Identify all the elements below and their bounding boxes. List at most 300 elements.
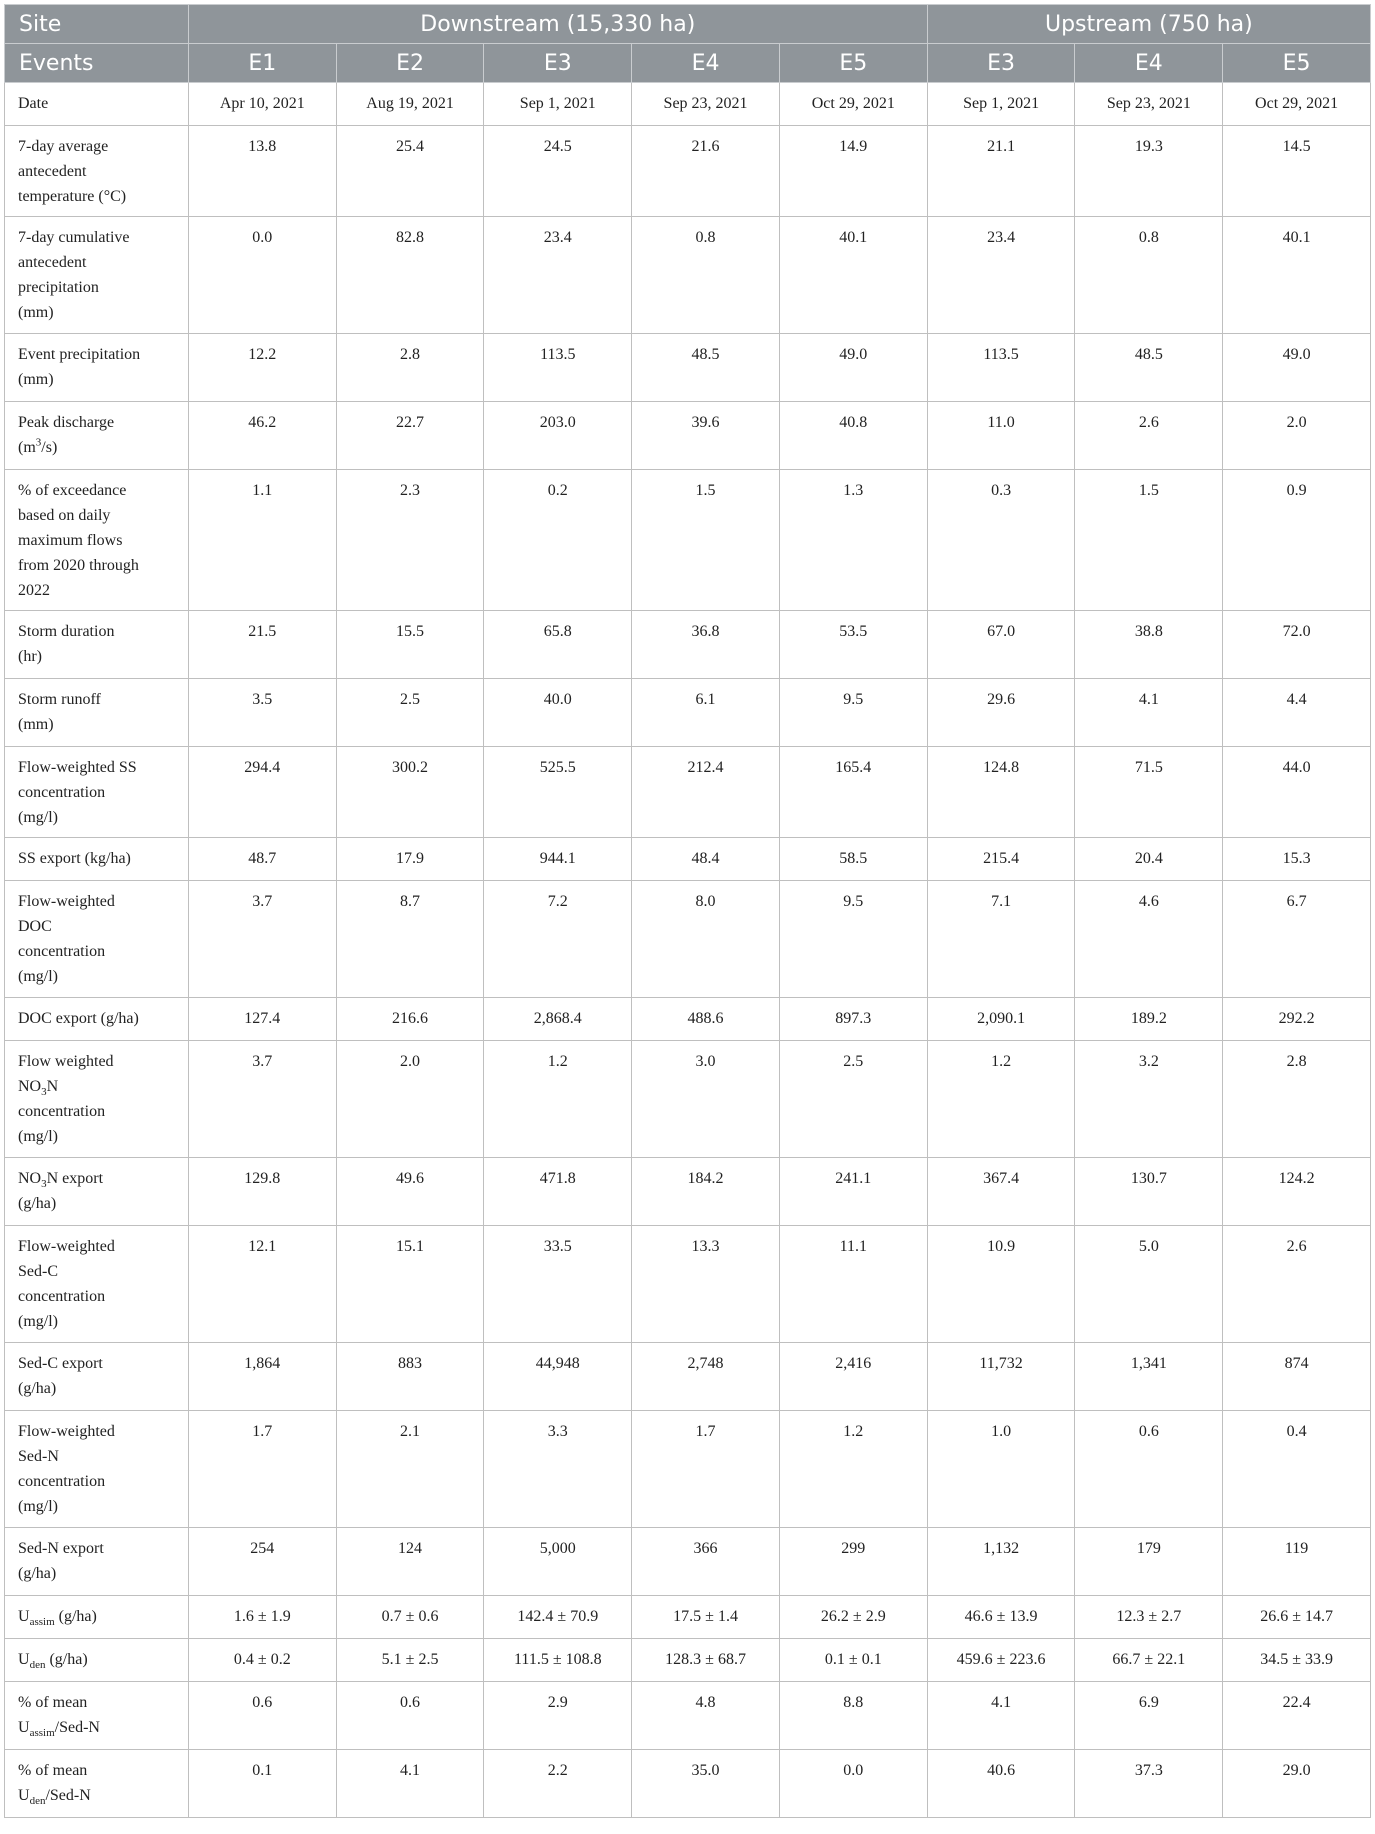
row-label: [5, 217, 189, 334]
row-label-text: Peak discharge: [18, 414, 115, 431]
table-cell: 4.4: [1223, 679, 1371, 747]
row-label-text: antecedent: [18, 163, 87, 180]
row-label: [5, 1041, 189, 1158]
table-cell: 897.3: [779, 998, 927, 1041]
table-cell: 3.0: [632, 1041, 780, 1158]
table-cell: 2.6: [1223, 1226, 1371, 1343]
table-cell: 4.1: [927, 1682, 1075, 1750]
table-cell: 0.6: [1075, 1411, 1223, 1528]
table-row: [5, 1226, 1371, 1343]
row-label: [5, 126, 189, 217]
table-cell: 0.9: [1223, 470, 1371, 611]
table-cell: 9.5: [779, 881, 927, 998]
table-cell: 184.2: [632, 1158, 780, 1226]
row-label-text: [18, 1783, 184, 1808]
table-cell: 46.6 ± 13.9: [927, 1596, 1075, 1639]
table-cell: 15.1: [336, 1226, 484, 1343]
table-row: [5, 1041, 1371, 1158]
row-label-text: % of mean: [18, 1694, 88, 1711]
table-row: [5, 217, 1371, 334]
table-cell: 46.2: [188, 402, 336, 470]
table-cell: 11.1: [779, 1226, 927, 1343]
table-cell: 26.6 ± 14.7: [1223, 1596, 1371, 1639]
table-cell: 124.8: [927, 747, 1075, 838]
table-cell: 299: [779, 1528, 927, 1596]
table-cell: Sep 23, 2021: [1075, 83, 1223, 126]
table-cell: 128.3 ± 68.7: [632, 1639, 780, 1682]
table-cell: 0.1: [188, 1750, 336, 1818]
label-part: NO: [18, 1078, 42, 1095]
table-cell: 40.8: [779, 402, 927, 470]
table-cell: 113.5: [484, 334, 632, 402]
table-cell: 2,748: [632, 1343, 780, 1411]
site-header-row: [5, 5, 1371, 44]
label-subscript: assim: [29, 1727, 55, 1740]
table-cell: 142.4 ± 70.9: [484, 1596, 632, 1639]
table-cell: 49.0: [1223, 334, 1371, 402]
table-cell: 2.5: [779, 1041, 927, 1158]
row-label-text: Flow-weighted SS: [18, 759, 137, 776]
table-cell: 7.2: [484, 881, 632, 998]
row-label-text: DOC export (g/ha): [18, 1010, 139, 1027]
table-cell: 1,864: [188, 1343, 336, 1411]
table-cell: 2,868.4: [484, 998, 632, 1041]
table-cell: 48.5: [632, 334, 780, 402]
row-label-text: Event precipitation: [18, 346, 141, 363]
table-cell: 165.4: [779, 747, 927, 838]
table-cell: 49.0: [779, 334, 927, 402]
row-label-text: concentration: [18, 1473, 106, 1490]
table-cell: 82.8: [336, 217, 484, 334]
table-cell: 254: [188, 1528, 336, 1596]
label-subscript: assim: [29, 1616, 55, 1629]
table-cell: 13.8: [188, 126, 336, 217]
label-part: (m: [18, 439, 36, 456]
table-cell: 119: [1223, 1528, 1371, 1596]
row-label-text: (hr): [18, 648, 42, 665]
table-cell: 72.0: [1223, 611, 1371, 679]
table-cell: 1.2: [927, 1041, 1075, 1158]
table-row: [5, 334, 1371, 402]
table-cell: 12.1: [188, 1226, 336, 1343]
row-label: [5, 1639, 189, 1682]
row-label: [5, 83, 189, 126]
table-cell: 33.5: [484, 1226, 632, 1343]
table-row: [5, 1639, 1371, 1682]
table-cell: 5.0: [1075, 1226, 1223, 1343]
downstream-header: Downstream (15,330 ha): [188, 5, 927, 44]
table-cell: Oct 29, 2021: [779, 83, 927, 126]
row-label-text: [18, 1604, 184, 1629]
event-code: E3: [927, 44, 1075, 83]
table-cell: 15.3: [1223, 838, 1371, 881]
table-cell: 294.4: [188, 747, 336, 838]
label-part: /s): [41, 439, 58, 456]
table-cell: 2.8: [336, 334, 484, 402]
row-label: [5, 470, 189, 611]
row-label-text: [18, 1715, 184, 1740]
table-cell: 37.3: [1075, 1750, 1223, 1818]
table-cell: 8.7: [336, 881, 484, 998]
table-cell: 203.0: [484, 402, 632, 470]
table-row: [5, 1750, 1371, 1818]
row-label-text: precipitation: [18, 279, 99, 296]
label-part: (g/ha): [45, 1651, 88, 1668]
event-code: E3: [484, 44, 632, 83]
table-cell: 0.0: [188, 217, 336, 334]
table-cell: 12.2: [188, 334, 336, 402]
table-cell: 525.5: [484, 747, 632, 838]
row-label-text: (g/ha): [18, 1565, 57, 1582]
row-label-text: (g/ha): [18, 1380, 57, 1397]
row-label-text: Flow-weighted: [18, 893, 115, 910]
table-cell: 1.7: [188, 1411, 336, 1528]
row-label: [5, 1750, 189, 1818]
row-label: [5, 334, 189, 402]
table-cell: 71.5: [1075, 747, 1223, 838]
table-cell: 1.2: [484, 1041, 632, 1158]
table-cell: 1.7: [632, 1411, 780, 1528]
table-cell: Sep 1, 2021: [927, 83, 1075, 126]
table-cell: 0.0: [779, 1750, 927, 1818]
row-label-text: [18, 1074, 184, 1099]
table-row: [5, 881, 1371, 998]
label-subscript: den: [29, 1795, 46, 1808]
row-label-text: (mg/l): [18, 809, 58, 826]
table-cell: 2.0: [1223, 402, 1371, 470]
table-cell: 5,000: [484, 1528, 632, 1596]
row-label: [5, 1528, 189, 1596]
table-cell: 67.0: [927, 611, 1075, 679]
row-label-text: based on daily: [18, 507, 111, 524]
table-cell: 2.9: [484, 1682, 632, 1750]
label-part: U: [18, 1719, 30, 1736]
table-row: [5, 1682, 1371, 1750]
table-cell: 0.1 ± 0.1: [779, 1639, 927, 1682]
row-label: [5, 747, 189, 838]
table-cell: 24.5: [484, 126, 632, 217]
row-label-text: Sed-C export: [18, 1355, 103, 1372]
table-cell: 4.1: [336, 1750, 484, 1818]
table-cell: 366: [632, 1528, 780, 1596]
row-label-text: Storm runoff: [18, 691, 101, 708]
table-cell: 212.4: [632, 747, 780, 838]
row-label-text: SS export (kg/ha): [18, 850, 131, 867]
table-cell: 1,132: [927, 1528, 1075, 1596]
table-cell: 19.3: [1075, 126, 1223, 217]
table-cell: 49.6: [336, 1158, 484, 1226]
table-cell: 4.1: [1075, 679, 1223, 747]
table-cell: 2.2: [484, 1750, 632, 1818]
row-label-text: (mg/l): [18, 1313, 58, 1330]
row-label: [5, 1411, 189, 1528]
table-cell: 129.8: [188, 1158, 336, 1226]
row-label-text: concentration: [18, 1103, 106, 1120]
table-row: [5, 1343, 1371, 1411]
row-label: [5, 402, 189, 470]
table-cell: 300.2: [336, 747, 484, 838]
event-code: E2: [336, 44, 484, 83]
table-cell: 5.1 ± 2.5: [336, 1639, 484, 1682]
table-cell: 20.4: [1075, 838, 1223, 881]
row-label-text: [18, 1166, 184, 1191]
table-cell: 8.8: [779, 1682, 927, 1750]
row-label-text: from 2020 through: [18, 557, 139, 574]
table-cell: 367.4: [927, 1158, 1075, 1226]
table-row: [5, 747, 1371, 838]
table-cell: 1.2: [779, 1411, 927, 1528]
table-cell: 6.1: [632, 679, 780, 747]
table-cell: 21.5: [188, 611, 336, 679]
table-cell: 883: [336, 1343, 484, 1411]
row-label-text: concentration: [18, 943, 106, 960]
table-cell: 459.6 ± 223.6: [927, 1639, 1075, 1682]
table-row: [5, 838, 1371, 881]
table-cell: 2.3: [336, 470, 484, 611]
table-cell: 179: [1075, 1528, 1223, 1596]
table-cell: 3.2: [1075, 1041, 1223, 1158]
table-cell: 48.4: [632, 838, 780, 881]
table-cell: 2.0: [336, 1041, 484, 1158]
table-cell: 23.4: [927, 217, 1075, 334]
table-cell: 39.6: [632, 402, 780, 470]
table-cell: Aug 19, 2021: [336, 83, 484, 126]
table-cell: 34.5 ± 33.9: [1223, 1639, 1371, 1682]
table-cell: 6.9: [1075, 1682, 1223, 1750]
table-cell: 124.2: [1223, 1158, 1371, 1226]
table-cell: Sep 1, 2021: [484, 83, 632, 126]
table-cell: 22.4: [1223, 1682, 1371, 1750]
event-code: E5: [1223, 44, 1371, 83]
table-cell: 0.8: [1075, 217, 1223, 334]
row-label-text: (mm): [18, 371, 54, 388]
table-cell: 2.1: [336, 1411, 484, 1528]
event-code: E4: [1075, 44, 1223, 83]
table-cell: 17.5 ± 1.4: [632, 1596, 780, 1639]
table-cell: 1.1: [188, 470, 336, 611]
table-cell: 40.0: [484, 679, 632, 747]
table-cell: 3.3: [484, 1411, 632, 1528]
table-cell: 189.2: [1075, 998, 1223, 1041]
row-label-text: concentration: [18, 1288, 106, 1305]
table-cell: 2.6: [1075, 402, 1223, 470]
label-part: /Sed-N: [45, 1787, 91, 1804]
table-cell: 3.5: [188, 679, 336, 747]
table-cell: Oct 29, 2021: [1223, 83, 1371, 126]
table-cell: 38.8: [1075, 611, 1223, 679]
table-cell: 215.4: [927, 838, 1075, 881]
row-label-text: (g/ha): [18, 1195, 57, 1212]
table-cell: 0.8: [632, 217, 780, 334]
table-cell: 0.6: [188, 1682, 336, 1750]
table-cell: 40.6: [927, 1750, 1075, 1818]
table-cell: 4.8: [632, 1682, 780, 1750]
table-row: [5, 470, 1371, 611]
row-label: [5, 1343, 189, 1411]
row-label-text: Flow-weighted: [18, 1423, 115, 1440]
table-cell: 36.8: [632, 611, 780, 679]
table-cell: 10.9: [927, 1226, 1075, 1343]
row-label-text: 7-day cumulative: [18, 229, 130, 246]
table-cell: 127.4: [188, 998, 336, 1041]
row-label: [5, 679, 189, 747]
event-code: E1: [188, 44, 336, 83]
row-label-text: [18, 1647, 184, 1672]
table-cell: 1.6 ± 1.9: [188, 1596, 336, 1639]
table-cell: 21.1: [927, 126, 1075, 217]
storm-events-table: [4, 4, 1371, 1818]
row-label-text: maximum flows: [18, 532, 123, 549]
row-label: [5, 1596, 189, 1639]
table-cell: 3.7: [188, 1041, 336, 1158]
row-label-text: 7-day average: [18, 138, 109, 155]
row-label-text: concentration: [18, 784, 106, 801]
table-row: [5, 126, 1371, 217]
table-cell: 2.5: [336, 679, 484, 747]
row-label-text: [18, 435, 184, 460]
row-label-text: Sed-N: [18, 1448, 59, 1465]
table-row: [5, 1528, 1371, 1596]
table-cell: 65.8: [484, 611, 632, 679]
row-label-text: (mg/l): [18, 1128, 58, 1145]
label-part: U: [18, 1651, 30, 1668]
table-cell: 8.0: [632, 881, 780, 998]
table-cell: 2.8: [1223, 1041, 1371, 1158]
label-superscript: 3: [35, 436, 42, 449]
label-part: U: [18, 1608, 30, 1625]
table-cell: Apr 10, 2021: [188, 83, 336, 126]
event-code: E4: [632, 44, 780, 83]
row-label-text: 2022: [18, 582, 50, 599]
label-subscript: 3: [41, 1178, 47, 1191]
table-cell: 9.5: [779, 679, 927, 747]
row-label-text: Date: [18, 95, 49, 112]
row-label-text: (mm): [18, 716, 54, 733]
table-cell: 0.2: [484, 470, 632, 611]
label-subscript: den: [29, 1659, 46, 1672]
table-cell: 29.0: [1223, 1750, 1371, 1818]
table-cell: 2,416: [779, 1343, 927, 1411]
table-cell: 48.7: [188, 838, 336, 881]
table-cell: 21.6: [632, 126, 780, 217]
table-cell: 14.5: [1223, 126, 1371, 217]
label-part: NO: [18, 1170, 42, 1187]
events-header-row: [5, 44, 1371, 83]
table-cell: 23.4: [484, 217, 632, 334]
table-cell: 11,732: [927, 1343, 1075, 1411]
table-cell: 1.5: [632, 470, 780, 611]
row-label-text: Sed-N export: [18, 1540, 104, 1557]
table-row: [5, 1411, 1371, 1528]
table-cell: 48.5: [1075, 334, 1223, 402]
table-cell: 2,090.1: [927, 998, 1075, 1041]
table-cell: 26.2 ± 2.9: [779, 1596, 927, 1639]
upstream-header: Upstream (750 ha): [927, 5, 1370, 44]
table-cell: 25.4: [336, 126, 484, 217]
label-part: (g/ha): [54, 1608, 97, 1625]
table-cell: 0.3: [927, 470, 1075, 611]
site-header: Site: [5, 5, 189, 44]
label-part: N: [46, 1078, 59, 1095]
row-label: [5, 998, 189, 1041]
table-cell: 66.7 ± 22.1: [1075, 1639, 1223, 1682]
table-cell: 17.9: [336, 838, 484, 881]
table-cell: 35.0: [632, 1750, 780, 1818]
table-cell: 874: [1223, 1343, 1371, 1411]
table-cell: 40.1: [779, 217, 927, 334]
table-row: [5, 402, 1371, 470]
table-cell: 1.5: [1075, 470, 1223, 611]
row-label-text: Storm duration: [18, 623, 115, 640]
table-cell: 124: [336, 1528, 484, 1596]
table-cell: 488.6: [632, 998, 780, 1041]
table-row: [5, 1596, 1371, 1639]
table-cell: 15.5: [336, 611, 484, 679]
table-cell: Sep 23, 2021: [632, 83, 780, 126]
row-label-text: antecedent: [18, 254, 87, 271]
table-row: [5, 998, 1371, 1041]
table-cell: 1.3: [779, 470, 927, 611]
row-label-text: Sed-C: [18, 1263, 58, 1280]
row-label-text: % of exceedance: [18, 482, 127, 499]
row-label: [5, 838, 189, 881]
table-cell: 40.1: [1223, 217, 1371, 334]
label-part: U: [18, 1787, 30, 1804]
event-code: E5: [779, 44, 927, 83]
table-cell: 44,948: [484, 1343, 632, 1411]
row-label: [5, 1682, 189, 1750]
table-cell: 22.7: [336, 402, 484, 470]
row-label-text: temperature (°C): [18, 188, 127, 205]
row-label: [5, 1226, 189, 1343]
label-part: N export: [46, 1170, 104, 1187]
table-row: [5, 1158, 1371, 1226]
table-cell: 13.3: [632, 1226, 780, 1343]
table-cell: 3.7: [188, 881, 336, 998]
table-cell: 0.4 ± 0.2: [188, 1639, 336, 1682]
events-header: Events: [5, 44, 189, 83]
data-table-container: [4, 4, 1371, 1818]
table-cell: 216.6: [336, 998, 484, 1041]
row-label-text: (mm): [18, 304, 54, 321]
table-cell: 1.0: [927, 1411, 1075, 1528]
table-cell: 4.6: [1075, 881, 1223, 998]
table-cell: 471.8: [484, 1158, 632, 1226]
row-label-text: (mg/l): [18, 1498, 58, 1515]
table-cell: 58.5: [779, 838, 927, 881]
row-label-text: % of mean: [18, 1762, 88, 1779]
table-cell: 7.1: [927, 881, 1075, 998]
table-cell: 111.5 ± 108.8: [484, 1639, 632, 1682]
table-cell: 53.5: [779, 611, 927, 679]
table-cell: 6.7: [1223, 881, 1371, 998]
table-cell: 1,341: [1075, 1343, 1223, 1411]
row-label: [5, 611, 189, 679]
row-label-text: Flow-weighted: [18, 1238, 115, 1255]
table-cell: 12.3 ± 2.7: [1075, 1596, 1223, 1639]
table-cell: 130.7: [1075, 1158, 1223, 1226]
table-cell: 113.5: [927, 334, 1075, 402]
table-cell: 241.1: [779, 1158, 927, 1226]
row-label: [5, 881, 189, 998]
table-cell: 44.0: [1223, 747, 1371, 838]
table-cell: 11.0: [927, 402, 1075, 470]
table-row: [5, 83, 1371, 126]
label-part: /Sed-N: [54, 1719, 100, 1736]
table-row: [5, 679, 1371, 747]
table-cell: 0.7 ± 0.6: [336, 1596, 484, 1639]
row-label-text: (mg/l): [18, 968, 58, 985]
